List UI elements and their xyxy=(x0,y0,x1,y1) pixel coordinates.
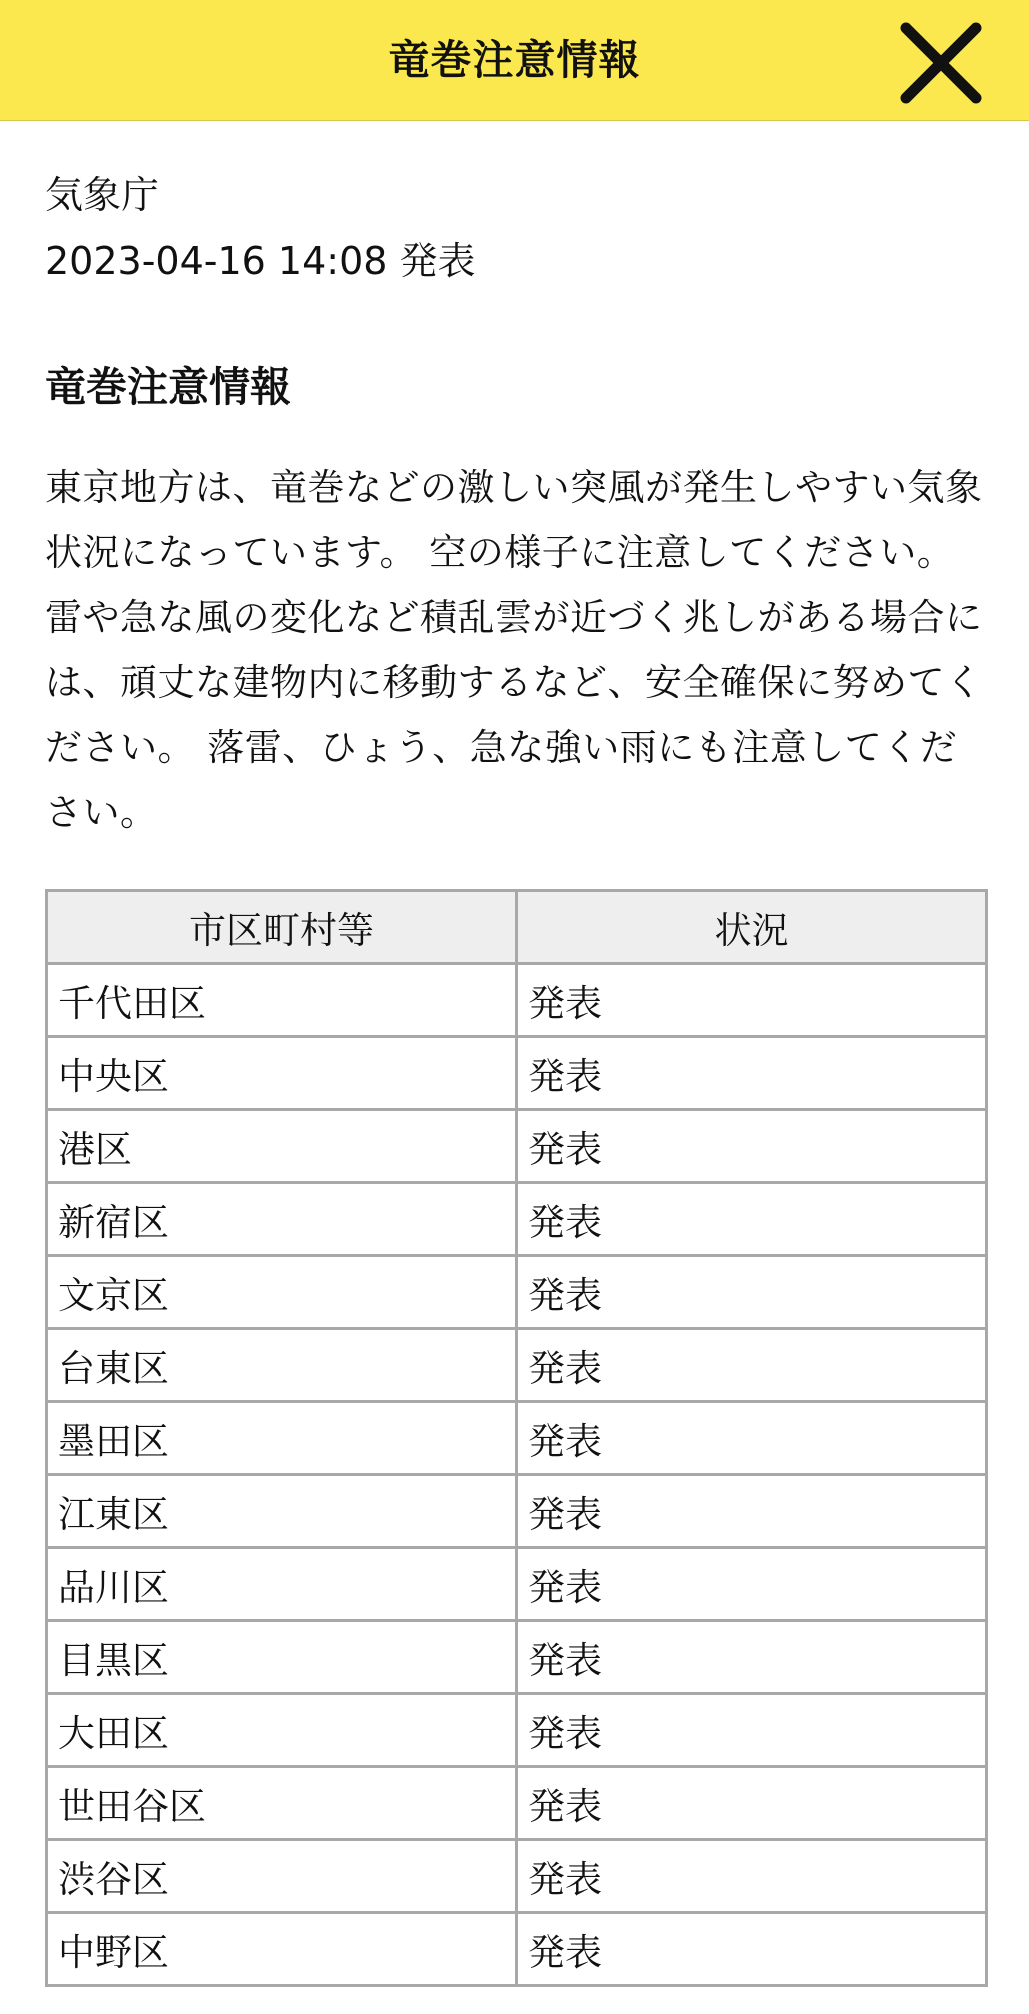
close-button[interactable] xyxy=(896,18,986,108)
issuer-label: 気象庁 xyxy=(45,173,160,217)
status-cell: 発表 xyxy=(517,1913,987,1986)
municipality-cell: 大田区 xyxy=(47,1694,517,1767)
municipality-cell: 港区 xyxy=(47,1110,517,1183)
status-cell: 発表 xyxy=(517,1694,987,1767)
table-row xyxy=(47,1913,987,1986)
table-row xyxy=(47,1183,987,1256)
municipality-cell: 中央区 xyxy=(47,1037,517,1110)
municipality-cell: 文京区 xyxy=(47,1256,517,1329)
municipality-cell: 品川区 xyxy=(47,1548,517,1621)
municipality-cell: 墨田区 xyxy=(47,1402,517,1475)
close-icon[interactable] xyxy=(896,18,986,108)
table-row xyxy=(47,1621,987,1694)
issued-timestamp: 2023-04-16 14:08 発表 xyxy=(45,239,476,283)
municipality-table xyxy=(45,889,988,1987)
table-row xyxy=(47,1475,987,1548)
table-row xyxy=(47,1840,987,1913)
municipality-cell: 中野区 xyxy=(47,1913,517,1986)
municipality-table-wrapper xyxy=(45,889,985,1987)
status-cell: 発表 xyxy=(517,1402,987,1475)
app-header xyxy=(0,0,1029,121)
municipality-cell: 世田谷区 xyxy=(47,1767,517,1840)
table-row xyxy=(47,1548,987,1621)
municipality-cell: 江東区 xyxy=(47,1475,517,1548)
table-row xyxy=(47,964,987,1037)
table-row xyxy=(47,1256,987,1329)
status-cell: 発表 xyxy=(517,1840,987,1913)
status-cell: 発表 xyxy=(517,1329,987,1402)
municipality-cell: 新宿区 xyxy=(47,1183,517,1256)
status-cell: 発表 xyxy=(517,1767,987,1840)
warning-body-text: 東京地方は、竜巻などの激しい突風が発生しやすい気象状況になっています。 空の様子に注意してください。 雷や急な風の変化など積乱雲が近づく兆しがある場合には、頑丈な建物内に移動するなど、安全確保に努めてください。 落雷、ひょう、急な強い雨にも注意してください。 xyxy=(45,466,983,834)
status-cell: 発表 xyxy=(517,964,987,1037)
status-cell: 発表 xyxy=(517,1621,987,1694)
status-cell: 発表 xyxy=(517,1110,987,1183)
table-row xyxy=(47,1402,987,1475)
municipality-cell: 目黒区 xyxy=(47,1621,517,1694)
municipality-cell: 渋谷区 xyxy=(47,1840,517,1913)
section-title: 竜巻注意情報 xyxy=(45,363,291,411)
status-cell: 発表 xyxy=(517,1183,987,1256)
municipality-cell: 台東区 xyxy=(47,1329,517,1402)
table-row xyxy=(47,1110,987,1183)
column-header-municipality: 市区町村等 xyxy=(47,891,517,964)
status-cell: 発表 xyxy=(517,1037,987,1110)
table-row xyxy=(47,1037,987,1110)
table-row xyxy=(47,1767,987,1840)
page-title: 竜巻注意情報 xyxy=(388,36,641,84)
table-header-row xyxy=(47,891,987,964)
table-row xyxy=(47,1329,987,1402)
column-header-status: 状況 xyxy=(517,891,987,964)
table-row xyxy=(47,1694,987,1767)
status-cell: 発表 xyxy=(517,1475,987,1548)
status-cell: 発表 xyxy=(517,1256,987,1329)
municipality-cell: 千代田区 xyxy=(47,964,517,1037)
status-cell: 発表 xyxy=(517,1548,987,1621)
